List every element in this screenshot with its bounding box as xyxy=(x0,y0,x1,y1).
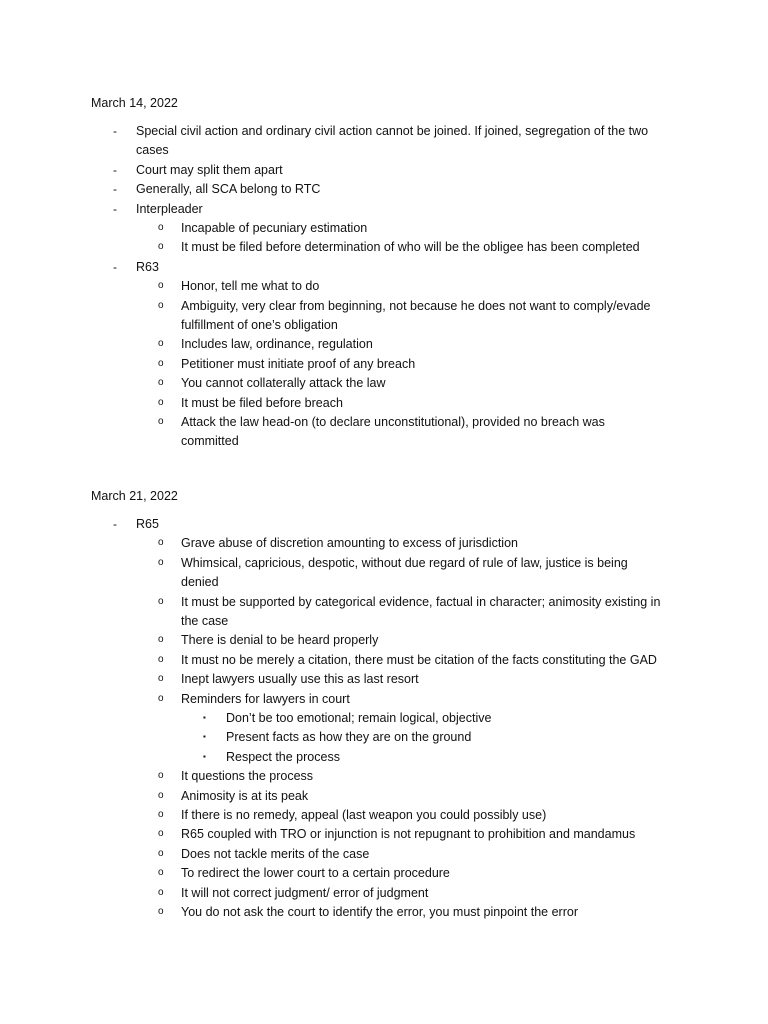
bullet-marker: o xyxy=(158,847,164,859)
list-item-text: Respect the process xyxy=(226,749,340,764)
list-item-text: Don’t be too emotional; remain logical, objective xyxy=(226,711,492,725)
list-item-text: Inept lawyers usually use this as last resort xyxy=(181,672,419,687)
bullet-marker: - xyxy=(113,162,117,177)
list-item-text: the case xyxy=(181,614,229,628)
bullet-marker: o xyxy=(158,416,164,427)
bullet-marker: o xyxy=(158,222,164,233)
bullet-marker: o xyxy=(158,396,164,408)
list-item-text: Attack the law head-on (to declare unconstitutional), provided no breach was xyxy=(181,415,605,429)
bullet-marker: o xyxy=(158,673,164,685)
bullet-marker: o xyxy=(158,653,164,665)
list-item-text: R65 xyxy=(136,517,159,531)
list-item-text: If there is no remedy, appeal (last weapon you could possibly use) xyxy=(181,808,547,822)
list-item-text: denied xyxy=(181,575,219,590)
list-item-text: You cannot collaterally attack the law xyxy=(181,376,386,391)
list-item-text: It must be filed before determination of who will be the obligee has been completed xyxy=(181,240,640,255)
list-item-text: Reminders for lawyers in court xyxy=(181,691,350,706)
list-item-text: committed xyxy=(181,434,239,449)
bullet-marker: ▪ xyxy=(203,713,206,722)
bullet-marker: o xyxy=(158,867,164,879)
list-item-text: It questions the process xyxy=(181,769,314,784)
list-item-text: Incapable of pecuniary estimation xyxy=(181,221,368,235)
list-item-text: R63 xyxy=(136,259,159,274)
bullet-marker: o xyxy=(158,906,164,917)
list-item-text: Includes law, ordinance, regulation xyxy=(181,337,373,352)
bullet-marker: o xyxy=(158,357,164,369)
bullet-marker: o xyxy=(158,338,164,350)
bullet-marker: - xyxy=(113,201,117,216)
bullet-marker: o xyxy=(158,634,164,646)
bullet-marker: o xyxy=(158,828,164,840)
list-item-text: Court may split them apart xyxy=(136,162,283,177)
bullet-marker: o xyxy=(158,241,164,253)
list-item-text: Petitioner must initiate proof of any breach xyxy=(181,356,416,371)
bullet-marker: o xyxy=(158,280,164,292)
list-item-text: There is denial to be heard properly xyxy=(181,633,379,648)
bullet-marker: o xyxy=(158,299,164,311)
list-item-text: It must be filed before breach xyxy=(181,395,343,410)
bullet-marker: ▪ xyxy=(203,732,206,742)
list-item-text: Generally, all SCA belong to RTC xyxy=(136,182,321,197)
bullet-marker: - xyxy=(113,182,117,197)
bullet-marker: o xyxy=(158,537,164,549)
list-item-text: It will not correct judgment/ error of judgment xyxy=(181,885,429,900)
list-item-text: Honor, tell me what to do xyxy=(181,279,320,294)
list-item-text: Ambiguity, very clear from beginning, not because he does not want to comply/evade xyxy=(181,298,651,313)
list-item-text: Interpleader xyxy=(136,201,203,216)
list-item-text: Special civil action and ordinary civil action cannot be joined. If joined, segregation of the two xyxy=(136,124,649,138)
list-item-text: cases xyxy=(136,143,169,158)
bullet-marker: o xyxy=(158,789,164,801)
bullet-marker: ▪ xyxy=(203,751,206,761)
list-item-text: Whimsical, capricious, despotic, without due regard of rule of law, justice is being xyxy=(181,555,628,570)
section-date: March 21, 2022 xyxy=(91,489,178,503)
bullet-marker: o xyxy=(158,886,164,898)
bullet-marker: o xyxy=(158,809,164,820)
list-item-text: fulfillment of one’s obligation xyxy=(181,318,338,332)
bullet-marker: o xyxy=(158,770,164,782)
list-item-text: Does not tackle merits of the case xyxy=(181,846,370,861)
list-item-text: It must be supported by categorical evidence, factual in character; animosity existing in xyxy=(181,594,661,609)
bullet-marker: - xyxy=(113,124,117,138)
bullet-marker: o xyxy=(158,556,164,568)
list-item-text: Animosity is at its peak xyxy=(181,788,309,803)
list-item-text: You do not ask the court to identify the error, you must pinpoint the error xyxy=(181,905,578,919)
list-item-text: To redirect the lower court to a certain procedure xyxy=(181,866,450,881)
bullet-marker: o xyxy=(158,595,164,607)
bullet-marker: - xyxy=(113,259,117,274)
section-date: March 14, 2022 xyxy=(91,96,178,110)
bullet-marker: o xyxy=(158,377,164,389)
list-item-text: R65 coupled with TRO or injunction is not repugnant to prohibition and mandamus xyxy=(181,827,636,842)
list-item-text: Grave abuse of discretion amounting to excess of jurisdiction xyxy=(181,536,518,551)
list-item-text: Present facts as how they are on the ground xyxy=(226,730,472,745)
list-item-text: It must no be merely a citation, there must be citation of the facts constituting the GAD xyxy=(181,652,657,667)
bullet-marker: - xyxy=(113,517,117,531)
bullet-marker: o xyxy=(158,692,164,704)
